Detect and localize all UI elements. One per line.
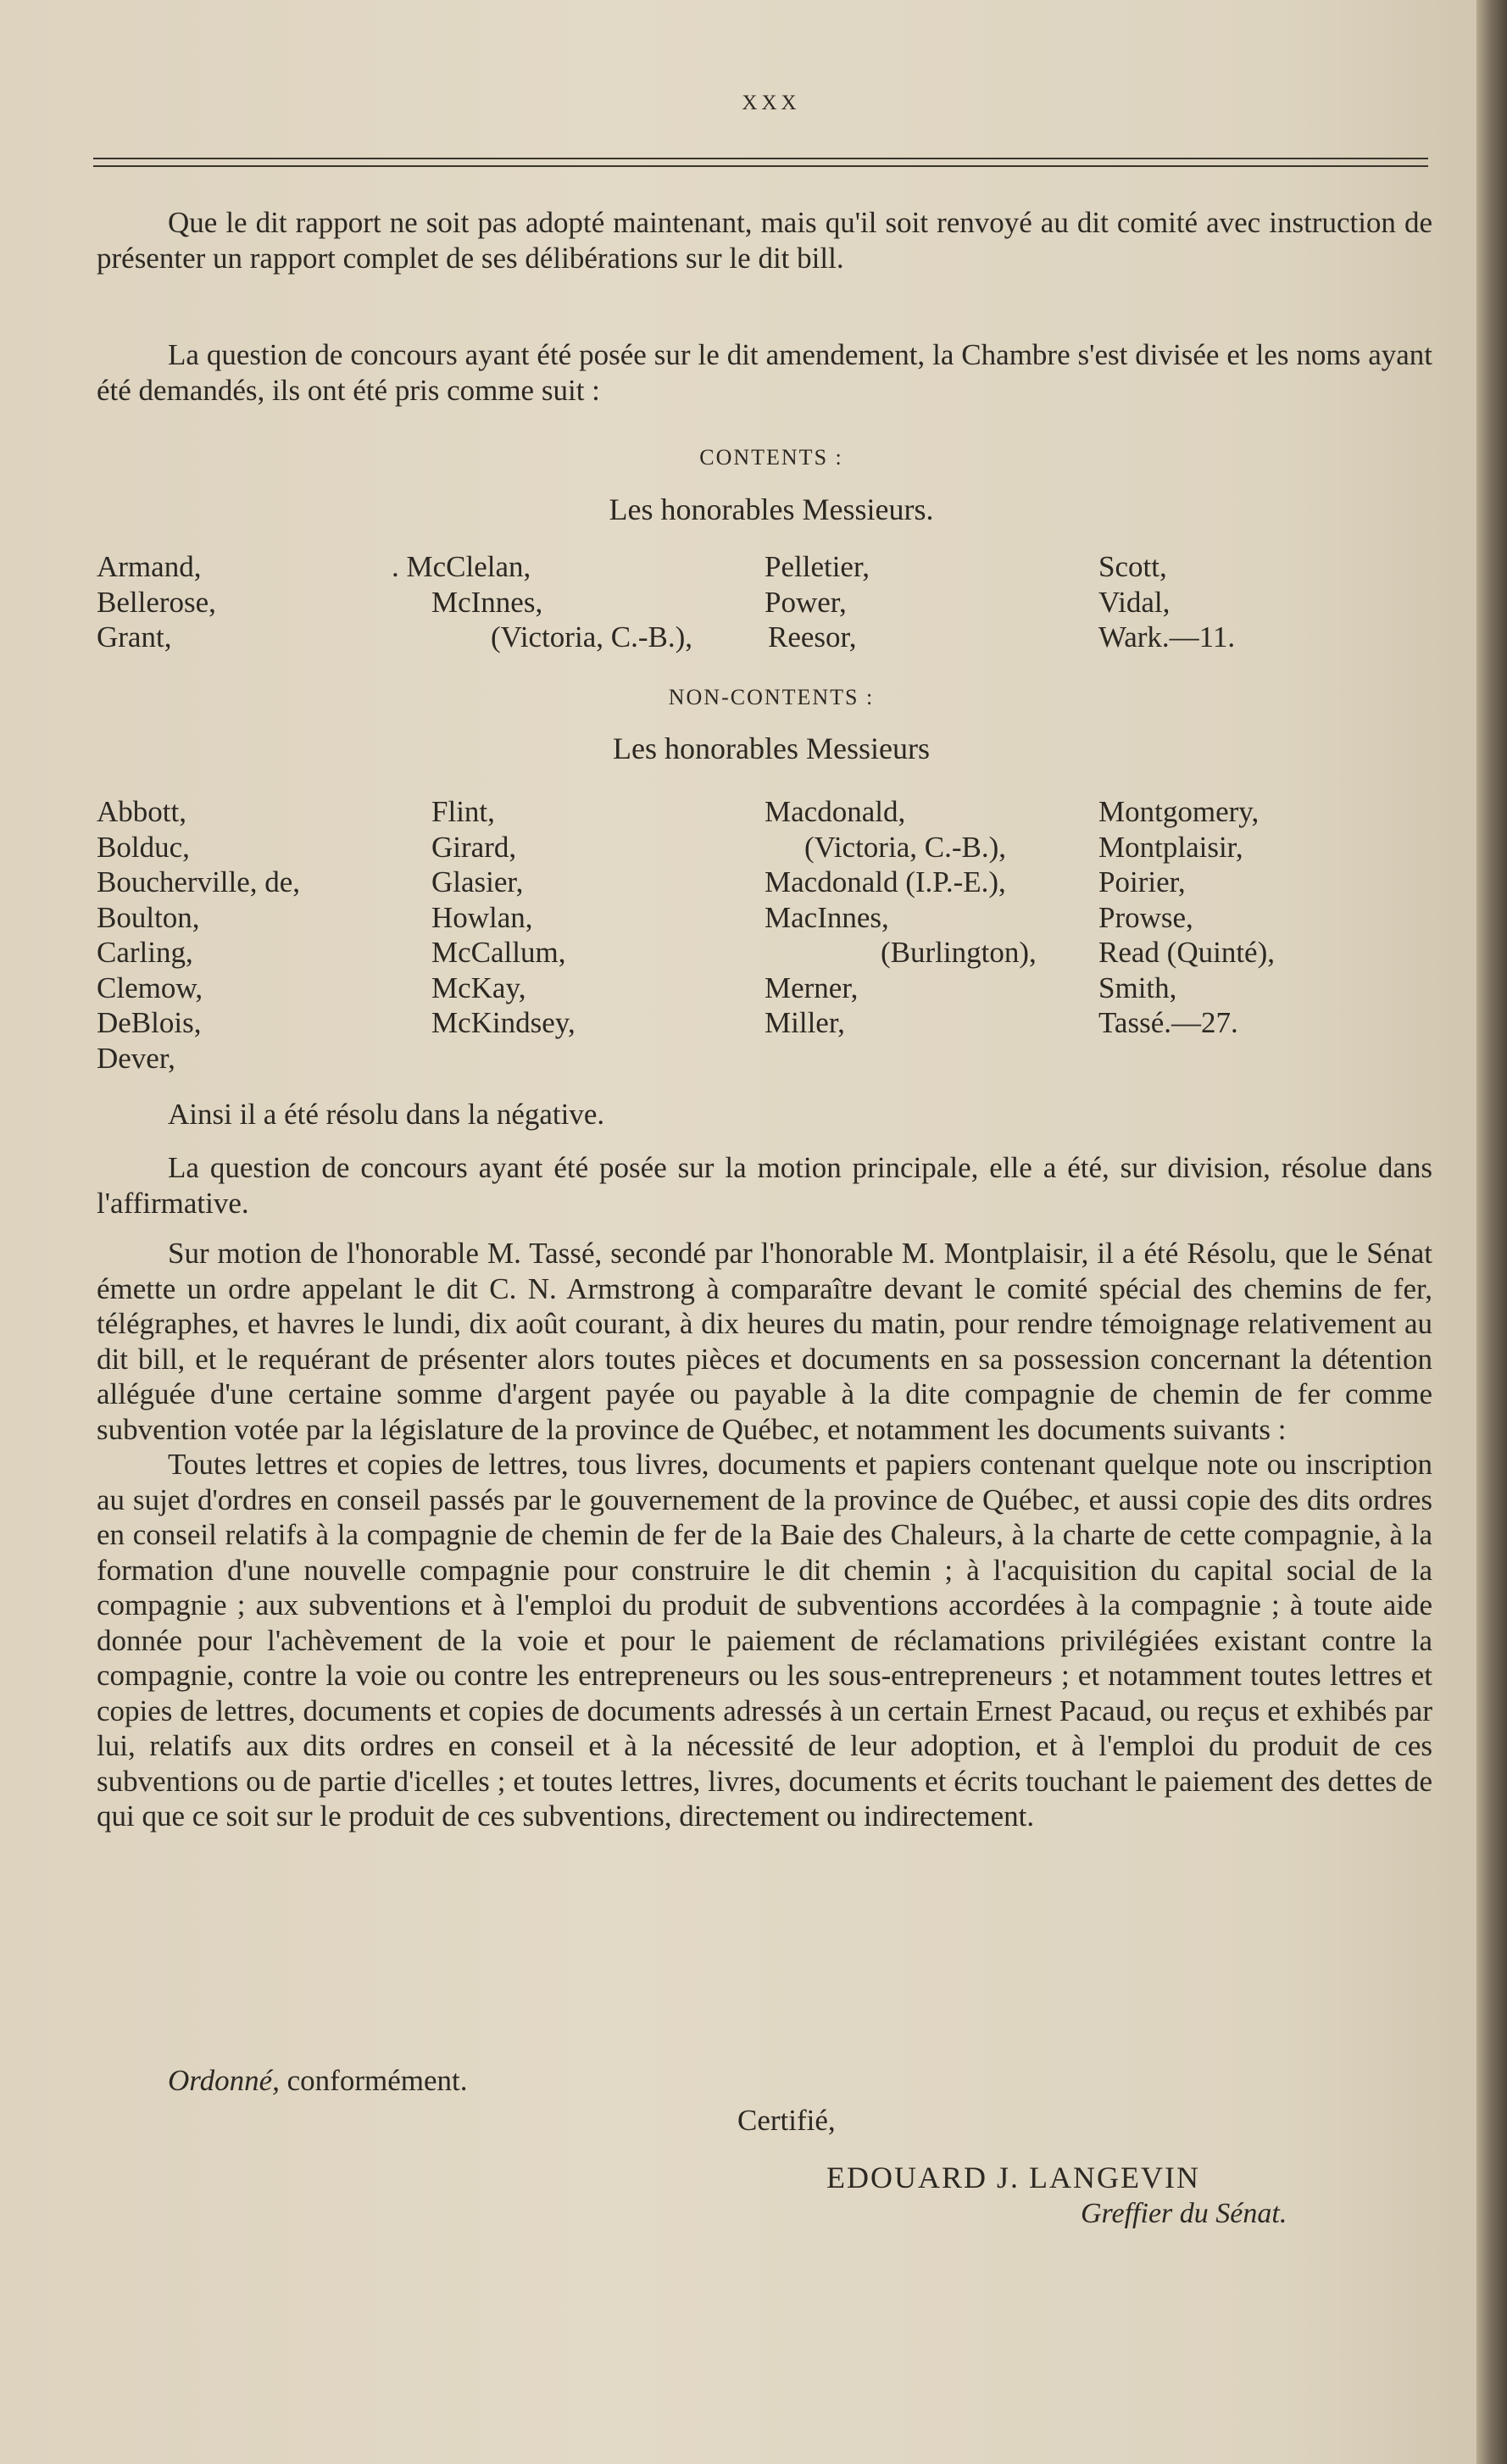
- list-item: [97, 830, 1436, 865]
- paragraph-division: [97, 337, 1432, 408]
- name-cell: Girard,: [431, 830, 517, 864]
- name-cell: Scott,: [1098, 550, 1167, 583]
- paragraph-text: La question de concours ayant été posée sur le dit amendement, la Chambre s'est divisée et les noms ayant été demandés, ils ont été pris comme suit :: [97, 338, 1432, 407]
- list-item: [97, 971, 1436, 1006]
- name-cell: (Burlington),: [881, 936, 1037, 969]
- name-cell: Glasier,: [431, 865, 524, 898]
- page-number: XXX: [742, 92, 801, 114]
- paragraph-resolution: [97, 1236, 1432, 1834]
- name-cell: Macdonald (I.P.-E.),: [765, 865, 1006, 898]
- name-cell: Wark.—11.: [1098, 620, 1236, 654]
- paragraph-text: La question de concours ayant été posée sur la motion principale, elle a été, sur division, résolue dans l'affirmative.: [97, 1151, 1432, 1220]
- list-item: [97, 585, 1436, 620]
- name-cell: Bellerose,: [97, 585, 216, 619]
- name-cell: Macdonald,: [765, 795, 906, 828]
- name-cell: Montgomery,: [1098, 795, 1260, 828]
- name-cell: Grant,: [97, 620, 172, 654]
- list-item: [97, 900, 1436, 936]
- name-cell: Pelletier,: [765, 550, 870, 583]
- name-cell: Dever,: [97, 1041, 175, 1075]
- name-cell: Montplaisir,: [1098, 830, 1243, 864]
- contents-heading: CONTENTS :: [699, 445, 843, 470]
- name-cell: Poirier,: [1098, 865, 1186, 898]
- list-item: [97, 935, 1436, 971]
- header-rule-bottom: [93, 165, 1428, 167]
- name-cell: McInnes,: [431, 585, 543, 619]
- non-contents-honorables: Les honorables Messieurs: [613, 731, 930, 765]
- header-rule-top: [93, 158, 1428, 159]
- paragraph-text: Sur motion de l'honorable M. Tassé, secondé par l'honorable M. Montplaisir, il a été Résolu, que le Sénat émette un ordre appelant le dit C. N. Armstrong à comparaître devant le comité spécial des chemins de fer, télégraphes, et havres le lundi, dix août courant, à dix heures du matin, pour rendre témoignage relativement au dit bill, et le requérant de présenter alors toutes pièces et documents en sa possession concernant la détention alléguée d'une certaine somme d'argent payée ou payable à la dite compagnie de chemin de fer comme subvention votée par la législature de la province de Québec, et notamment les documents suivants :: [97, 1237, 1432, 1446]
- name-cell: Howlan,: [431, 900, 533, 934]
- page-binding-edge: [1476, 0, 1507, 2464]
- paragraph-text: Que le dit rapport ne soit pas adopté maintenant, mais qu'il soit renvoyé au dit comité avec instruction de présenter un rapport complet de ses délibérations sur le dit bill.: [97, 206, 1432, 275]
- name-cell: Flint,: [431, 795, 495, 828]
- ordered-line: [168, 2064, 467, 2098]
- name-cell: (Victoria, C.-B.),: [804, 830, 1006, 864]
- ordered-word: Ordonné,: [168, 2064, 280, 2097]
- list-item: [97, 1005, 1436, 1041]
- name-cell: Miller,: [765, 1006, 845, 1039]
- ordered-rest: conformément.: [279, 2064, 468, 2097]
- name-cell: Bolduc,: [97, 830, 190, 864]
- name-cell: McKindsey,: [431, 1006, 576, 1039]
- name-cell: Vidal,: [1098, 585, 1171, 619]
- list-item: [97, 865, 1436, 900]
- name-cell: Reesor,: [768, 620, 857, 654]
- signer-title: Greffier du Sénat.: [1081, 2198, 1287, 2229]
- list-item: [97, 549, 1436, 585]
- name-cell: Abbott,: [97, 795, 186, 828]
- name-cell: Merner,: [765, 971, 859, 1004]
- signer-name: EDOUARD J. LANGEVIN: [826, 2161, 1200, 2194]
- name-cell: MacInnes,: [765, 900, 889, 934]
- list-item: [97, 620, 1436, 655]
- name-cell: Boulton,: [97, 900, 200, 934]
- name-cell: DeBlois,: [97, 1006, 202, 1039]
- non-contents-heading: NON-CONTENTS :: [668, 685, 875, 709]
- certified-label: Certifié,: [737, 2104, 836, 2137]
- name-cell: Armand,: [97, 550, 202, 583]
- list-item: [97, 1041, 1436, 1076]
- name-cell: (Victoria, C.-B.),: [491, 620, 692, 654]
- name-cell: Read (Quinté),: [1098, 936, 1275, 969]
- name-cell: Power,: [765, 585, 847, 619]
- name-cell: McKay,: [431, 971, 526, 1004]
- paragraph-amendment: [97, 205, 1432, 275]
- name-cell: McCallum,: [431, 936, 566, 969]
- name-cell: Clemow,: [97, 971, 203, 1004]
- non-contents-names-list: [97, 794, 1436, 1076]
- name-cell: Prowse,: [1098, 900, 1193, 934]
- name-cell: Tassé.—27.: [1098, 1006, 1238, 1039]
- name-cell: Boucherville, de,: [97, 865, 301, 898]
- name-cell: Carling,: [97, 936, 193, 969]
- contents-honorables: Les honorables Messieurs.: [609, 492, 934, 526]
- name-cell: Smith,: [1098, 971, 1177, 1004]
- negative-result-text: Ainsi il a été résolu dans la négative.: [168, 1098, 605, 1131]
- contents-names-list: [97, 549, 1436, 655]
- paragraph-main-motion: [97, 1150, 1432, 1221]
- name-cell: . McClelan,: [392, 550, 531, 583]
- list-item: [97, 794, 1436, 830]
- paragraph-text: Toutes lettres et copies de lettres, tous livres, documents et papiers contenant quelque note ou inscription au sujet d'ordres en conseil passés par le gouvernement de la province de Québec, et aussi copie des dits ordres en conseil relatifs à la compagnie de chemin de fer de la Baie des Chaleurs, à la charte de cette compagnie, à la formation d'une nouvelle compagnie pour construire le dit chemin ; à l'acquisition du capital social de la compagnie ; aux subventions et à l'emploi du produit de subventions accordées à la compagnie ; à toute aide donnée pour l'achèvement de la voie et pour le paiement de réclamations privilégiées existant contre la compagnie, contre la voie ou contre les entrepreneurs ou les sous-entrepreneurs ; et notamment toutes lettres et copies de lettres, documents et copies de documents adressés à un certain Ernest Pacaud, ou reçus et exhibés par lui, relatifs aux dits ordres en conseil et à la nécessité de leur adoption, et à l'emploi du produit de ces subventions ou de partie d'icelles ; et toutes lettres, livres, documents et écrits touchant le paiement des dettes de qui que ce soit sur le produit de ces subventions, directement ou indirectement.: [97, 1448, 1432, 1833]
